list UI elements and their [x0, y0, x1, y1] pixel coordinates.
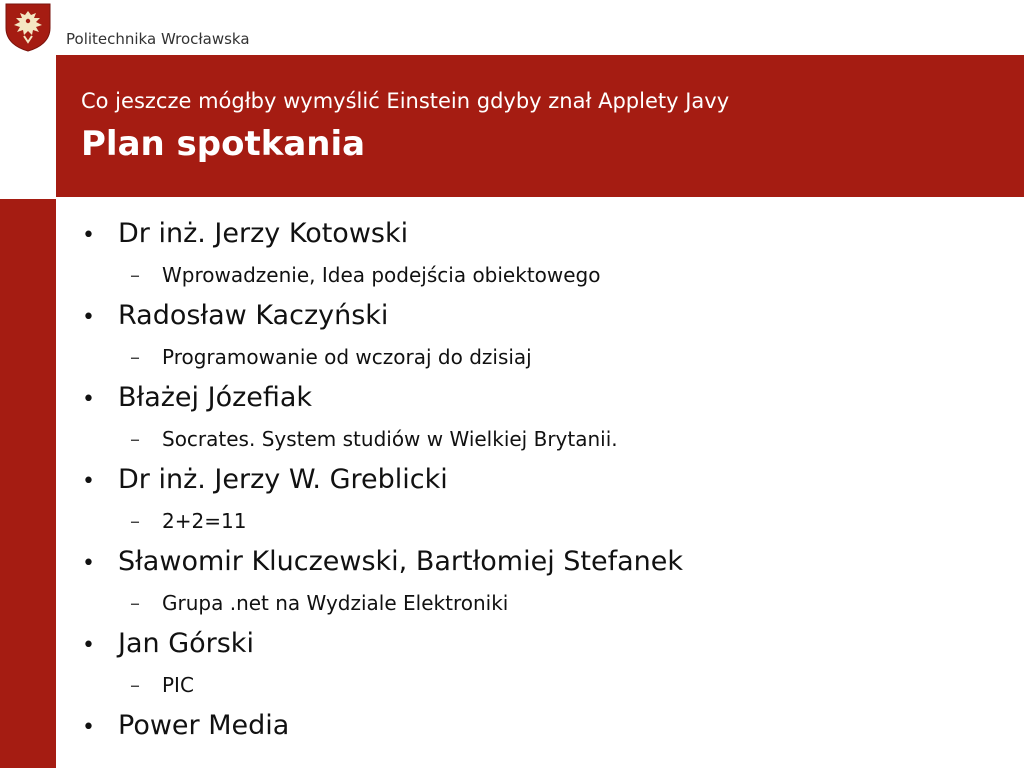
bullet-icon: •	[82, 633, 95, 658]
agenda-subitem-label: Socrates. System studiów w Wielkiej Brytanii.	[162, 427, 618, 451]
agenda-list	[82, 213, 1012, 747]
dash-icon: –	[130, 673, 140, 697]
bullet-icon: •	[82, 469, 95, 494]
bullet-icon: •	[82, 305, 95, 330]
agenda-item-label: Błażej Józefiak	[118, 382, 313, 413]
bullet-icon: •	[82, 551, 95, 576]
agenda-item	[82, 213, 1012, 295]
bullet-icon: •	[82, 223, 95, 248]
slide-subtitle: Co jeszcze mógłby wymyślić Einstein gdyby znał Applety Javy	[81, 89, 730, 113]
agenda-item-label: Power Media	[118, 710, 290, 741]
agenda-subitem-label: Grupa .net na Wydziale Elektroniki	[162, 591, 509, 615]
logo	[0, 0, 56, 53]
dash-icon: –	[130, 509, 140, 533]
agenda-subitem-label: 2+2=11	[162, 509, 247, 533]
agenda-item-label: Dr inż. Jerzy W. Greblicki	[118, 464, 448, 495]
agenda-subitem-label: Programowanie od wczoraj do dzisiaj	[162, 345, 532, 369]
agenda-item	[82, 623, 1012, 705]
bullet-icon: •	[82, 387, 95, 412]
agenda-subitem-label: Wprowadzenie, Idea podejścia obiektowego	[162, 263, 601, 287]
agenda-item	[82, 705, 1012, 747]
agenda-item-label: Dr inż. Jerzy Kotowski	[118, 218, 409, 249]
agenda-subitem-label: PIC	[162, 673, 194, 697]
eagle-crest-icon	[3, 2, 53, 52]
agenda-item-label: Sławomir Kluczewski, Bartłomiej Stefanek	[118, 546, 684, 577]
dash-icon: –	[130, 591, 140, 615]
dash-icon: –	[130, 427, 140, 451]
dash-icon: –	[130, 263, 140, 287]
agenda-item	[82, 377, 1012, 459]
dash-icon: –	[130, 345, 140, 369]
left-accent-band	[0, 199, 56, 768]
agenda-item	[82, 541, 1012, 623]
university-name: Politechnika Wrocławska	[66, 30, 250, 48]
agenda-item	[82, 295, 1012, 377]
slide-title: Plan spotkania	[81, 124, 366, 164]
bullet-icon: •	[82, 715, 95, 740]
agenda-item	[82, 459, 1012, 541]
agenda-item-label: Radosław Kaczyński	[118, 300, 389, 331]
agenda-item-label: Jan Górski	[118, 628, 254, 659]
